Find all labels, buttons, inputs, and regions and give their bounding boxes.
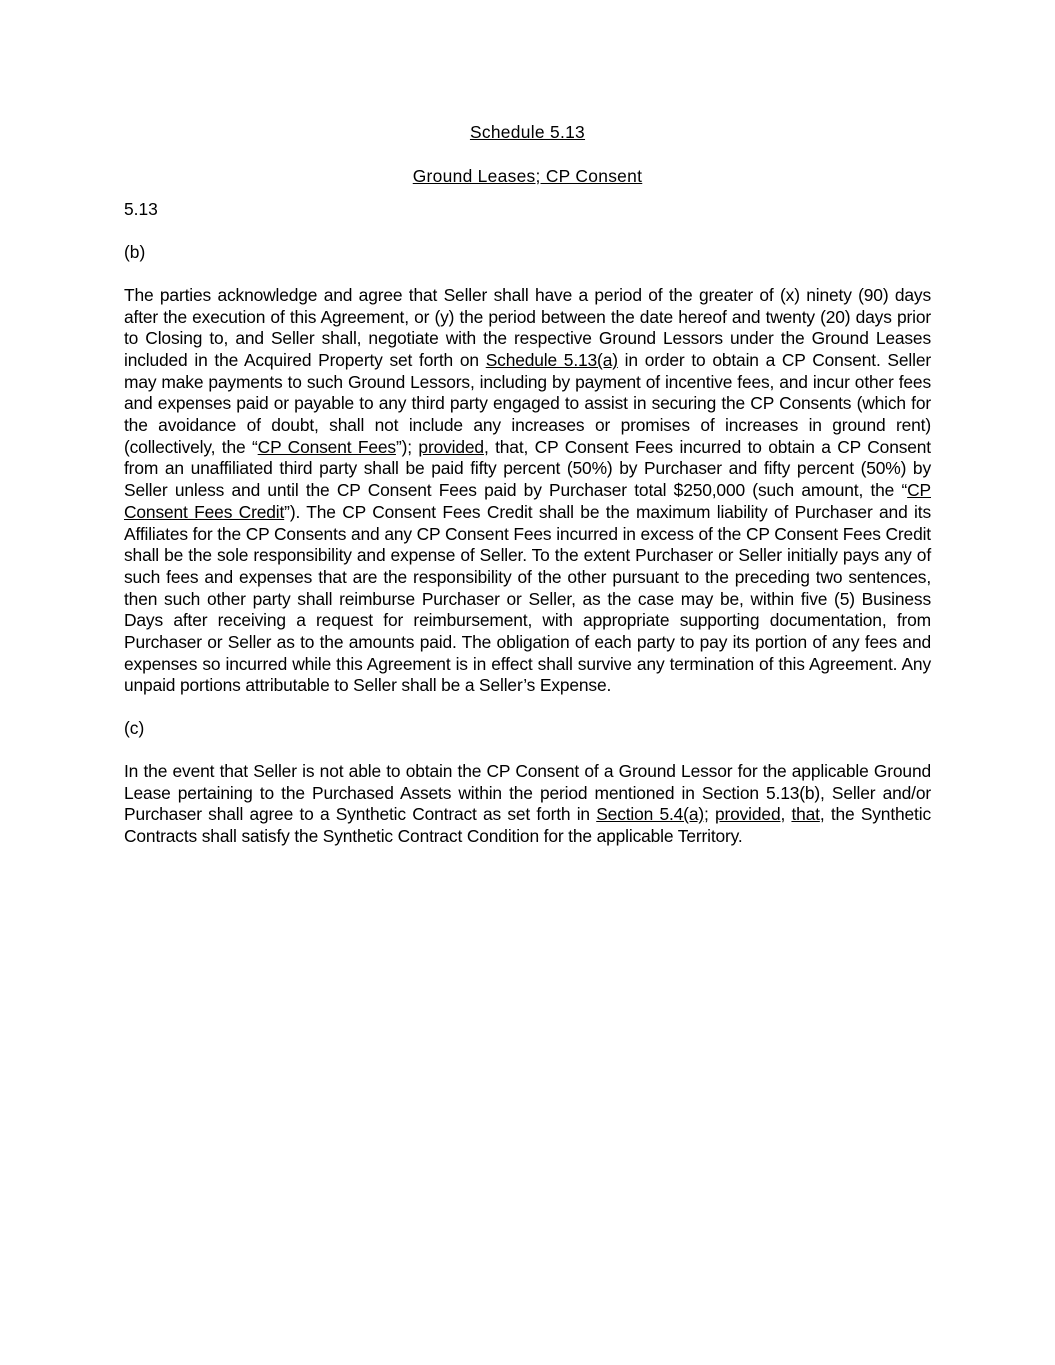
schedule-title: Schedule 5.13	[469, 122, 586, 142]
section-reference: Section 5.4(a)	[596, 804, 704, 825]
subsection-c-label: (c)	[124, 718, 145, 739]
term-that: that	[791, 804, 820, 825]
paragraph-text: ”);	[395, 436, 419, 457]
schedule-subtitle: Ground Leases; CP Consent	[412, 165, 643, 186]
paragraph-text: ;	[703, 804, 715, 825]
paragraph-text: , the Synthetic Contracts shall satisfy the Synthetic Contract Condition for the applicable Territory.	[124, 804, 931, 846]
term-provided: provided	[418, 436, 484, 457]
term-provided: provided	[714, 804, 781, 825]
paragraph-text: , that, CP Consent Fees incurred to obtain a CP Consent from an unaffiliated third party shall be paid fifty percent (50%) by Purchaser and fifty percent (50%) by Seller unless and until the CP Consent Fees paid by Purchaser total $250,000 (such amount, the “	[124, 436, 931, 501]
subsection-c-paragraph	[124, 761, 931, 848]
subsection-b-paragraph	[124, 285, 931, 697]
paragraph-text: ,	[780, 804, 792, 825]
section-number: 5.13	[124, 199, 158, 220]
document-page	[124, 122, 931, 869]
schedule-reference: Schedule 5.13(a)	[485, 349, 618, 370]
defined-term-cp-consent-fees: CP Consent Fees	[257, 436, 396, 457]
paragraph-text: The parties acknowledge and agree that Seller shall have a period of the greater of (x) ninety (90) days after the execution of this Agreement, or (y) the period between the date hereof and twenty (20) days prior to Closing to, and Seller shall, negotiate with the respective Ground Lessors under the Ground Leases included in the Acquired Property set forth on	[124, 284, 931, 370]
subsection-b-label: (b)	[124, 242, 146, 263]
defined-term-cp-consent-fees-credit: CP Consent Fees Credit	[124, 480, 931, 522]
paragraph-text: in order to obtain a CP Consent. Seller may make payments to such Ground Lessors, including by payment of incentive fees, and incur other fees and expenses paid or payable to any third party engaged to assist in securing the CP Consents (which for the avoidance of doubt, shall not include any increases or promises of increases in ground rent) (collectively, the “	[124, 349, 931, 457]
paragraph-text: In the event that Seller is not able to obtain the CP Consent of a Ground Lessor for the applicable Ground Lease pertaining to the Purchased Assets within the period mentioned in Section 5.13(b), Seller and/or Purchaser shall agree to a Synthetic Contract as set forth in	[124, 760, 931, 825]
paragraph-text: ”). The CP Consent Fees Credit shall be the maximum liability of Purchaser and its Affiliates for the CP Consents and any CP Consent Fees incurred in excess of the CP Consent Fees Credit shall be the sole responsibility and expense of Seller. To the extent Purchaser or Seller initially pays any of such fees and expenses that are the responsibility of the other pursuant to the preceding two sentences, then such other party shall reimburse Purchaser or Seller, as the case may be, within five (5) Business Days after receiving a request for reimbursement, with appropriate supporting documentation, from Purchaser or Seller as to the amounts paid. The obligation of each party to pay its portion of any fees and expenses so incurred while this Agreement is in effect shall survive any termination of this Agreement. Any unpaid portions attributable to Seller shall be a Seller’s Expense.	[124, 501, 931, 696]
